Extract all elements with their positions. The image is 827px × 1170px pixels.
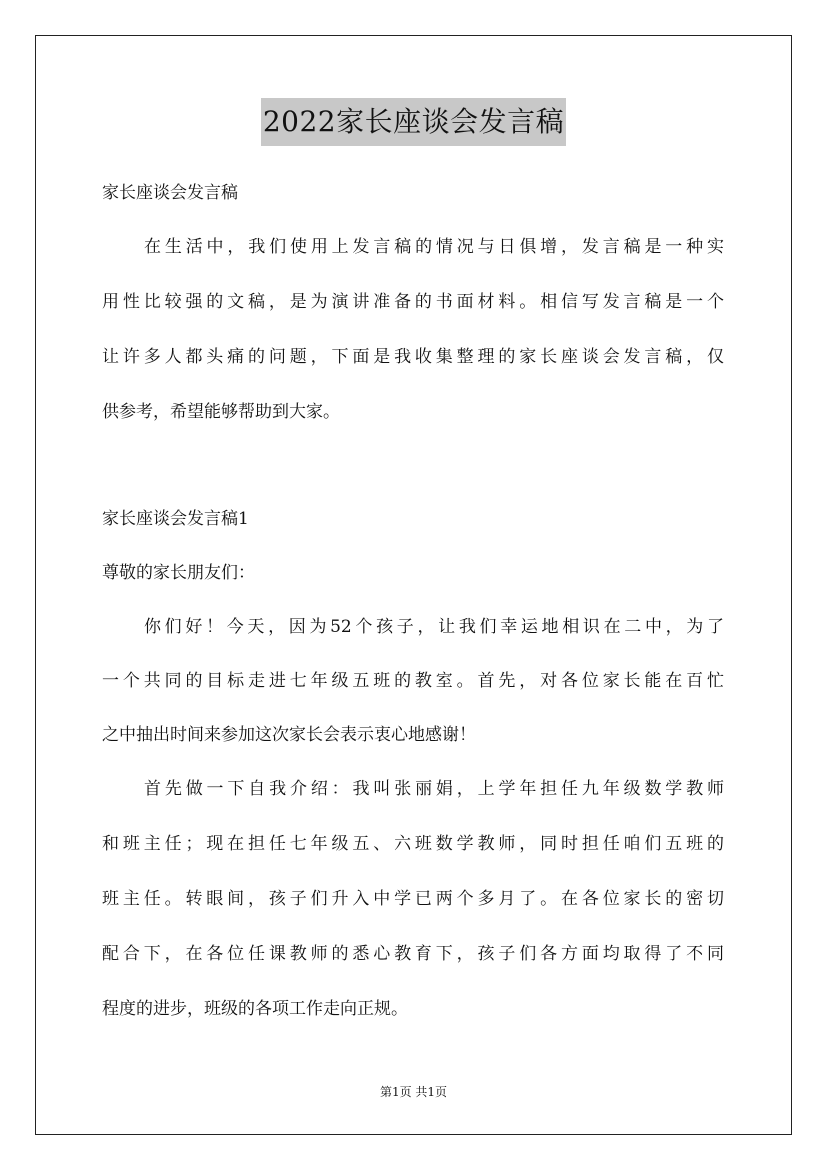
intro-heading: 家长座谈会发言稿 xyxy=(102,183,238,203)
paragraph-line: 让许多人都头痛的问题，下面是我收集整理的家长座谈会发言稿，仅 xyxy=(102,347,724,367)
paragraph-line: 在生活中，我们使用上发言稿的情况与日俱增，发言稿是一种实 xyxy=(144,237,724,257)
paragraph-line: 程度的进步，班级的各项工作走向正规。 xyxy=(102,999,408,1019)
paragraph-line: 首先做一下自我介绍：我叫张丽娟，上学年担任九年级数学教师 xyxy=(144,779,724,799)
paragraph-greeting xyxy=(102,617,724,745)
paragraph-line: 用性比较强的文稿，是为演讲准备的书面材料。相信写发言稿是一个 xyxy=(102,292,724,312)
paragraph-line: 配合下，在各位任课教师的悉心教育下，孩子们各方面均取得了不同 xyxy=(102,944,724,964)
paragraph-line: 之中抽出时间来参加这次家长会表示衷心地感谢！ xyxy=(102,725,476,745)
section-heading: 家长座谈会发言稿1 xyxy=(102,509,249,529)
document-title: 2022家长座谈会发言稿 xyxy=(261,98,566,146)
paragraph-introduction xyxy=(102,779,724,1019)
paragraph-line: 和班主任；现在担任七年级五、六班数学教师，同时担任咱们五班的 xyxy=(102,834,724,854)
title-container xyxy=(0,98,827,146)
paragraph-line: 班主任。转眼间，孩子们升入中学已两个多月了。在各位家长的密切 xyxy=(102,889,724,909)
paragraph-line: 供参考，希望能够帮助到大家。 xyxy=(102,402,340,422)
paragraph-line: 你们好！今天，因为52个孩子，让我们幸运地相识在二中，为了 xyxy=(144,617,724,637)
paragraph-line: 一个共同的目标走进七年级五班的教室。首先，对各位家长能在百忙 xyxy=(102,671,724,691)
salutation: 尊敬的家长朋友们： xyxy=(102,563,255,583)
intro-paragraph xyxy=(102,237,724,422)
page-number-footer: 第1页 共1页 xyxy=(379,1085,448,1099)
